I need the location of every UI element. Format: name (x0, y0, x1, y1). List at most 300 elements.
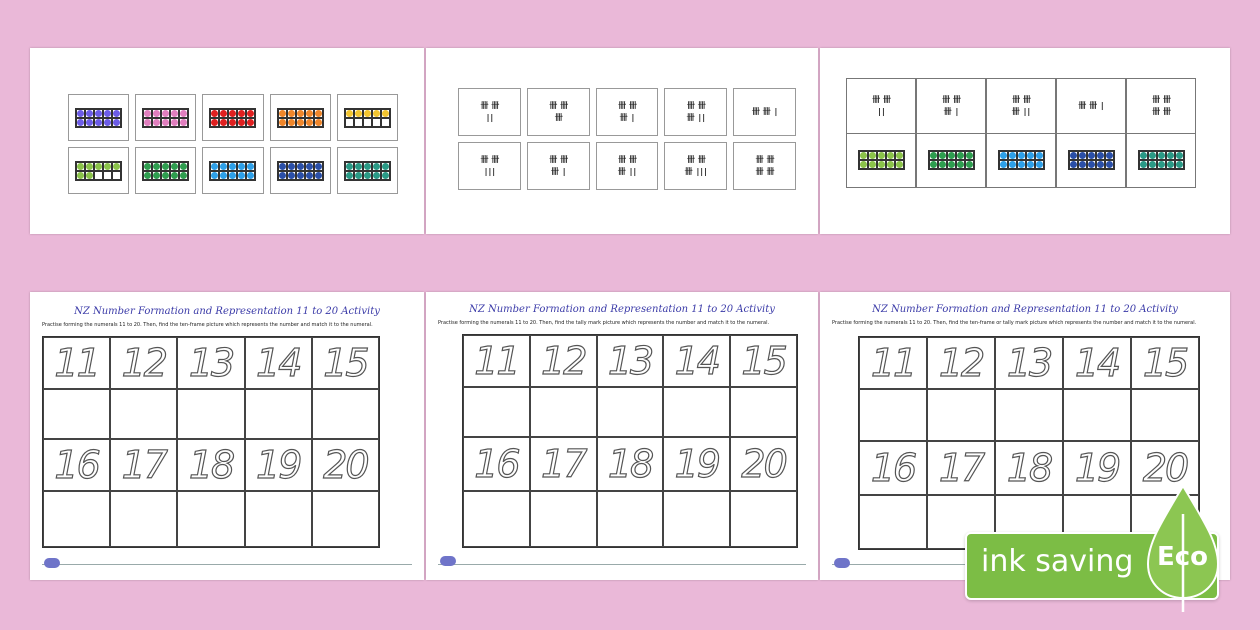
numeral-trace-box (463, 335, 530, 387)
match-answer-box[interactable] (177, 491, 244, 547)
counter-dot (153, 172, 160, 179)
ten-frame-cell (143, 171, 152, 180)
twinkl-logo (834, 558, 850, 568)
counter-dot (382, 110, 389, 117)
ten-frame-cell (1035, 151, 1044, 160)
ten-frame-cell (1087, 151, 1096, 160)
ten-frame-cell (246, 118, 255, 127)
counter-dot (77, 163, 84, 170)
eco-label: Eco (1157, 542, 1209, 572)
numeral-trace-box (312, 439, 379, 491)
match-answer-box[interactable] (1063, 389, 1131, 441)
ten-frame-cell (314, 171, 323, 180)
tally-marks (480, 100, 498, 124)
trace-numeral: 17 (121, 443, 166, 487)
counter-dot (869, 161, 876, 168)
tally-line: 卌 (554, 113, 562, 122)
worksheet-page-2 (426, 292, 818, 580)
match-answer-box[interactable] (312, 389, 379, 439)
numeral-trace-box (859, 337, 927, 389)
ten-frame-cell (859, 160, 868, 169)
counter-dot (1000, 161, 1007, 168)
ten-frame-grid (858, 150, 905, 170)
counter-dot (288, 163, 295, 170)
matched-card[interactable] (1056, 78, 1126, 188)
ten-frame-cell (237, 109, 246, 118)
numeral-trace-box (530, 335, 597, 387)
tally-line: 卌 卌 (872, 94, 890, 104)
trace-numeral: 17 (938, 446, 984, 490)
counter-dot (220, 172, 227, 179)
counter-dot (355, 110, 362, 117)
ten-frame-cell (112, 171, 121, 180)
trace-numeral: 11 (870, 341, 916, 385)
counter-dot (1106, 152, 1113, 159)
numeral-tracing-grid (42, 336, 380, 548)
numeral-trace-box (245, 337, 312, 389)
ten-frame-cell (143, 109, 152, 118)
match-answer-box[interactable] (463, 387, 530, 437)
counter-dot (95, 110, 102, 117)
ten-frame-cell (1157, 151, 1166, 160)
ten-frame-cell (103, 162, 112, 171)
numeral-tracing-grid (462, 334, 798, 548)
ten-frame-cell (372, 118, 381, 127)
ten-frame-cell (1139, 160, 1148, 169)
ten-frame-card[interactable] (337, 94, 398, 141)
ten-frame-cards-sheet (30, 48, 424, 234)
counter-dot (144, 163, 151, 170)
tally-half (1127, 79, 1195, 134)
numeral-trace-box (663, 437, 730, 491)
tally-card[interactable] (733, 142, 796, 190)
tally-card[interactable] (527, 88, 590, 136)
match-answer-box[interactable] (730, 491, 797, 547)
matched-card[interactable] (986, 78, 1056, 188)
match-answer-box[interactable] (245, 491, 312, 547)
tally-card[interactable] (733, 88, 796, 136)
trace-numeral: 16 (54, 443, 99, 487)
ten-frame-cell (999, 151, 1008, 160)
trace-numeral: 20 (323, 443, 368, 487)
counter-dot (238, 163, 245, 170)
match-answer-box[interactable] (463, 491, 530, 547)
counter-dot (238, 172, 245, 179)
matched-card[interactable] (846, 78, 916, 188)
ten-frame-cell (1026, 151, 1035, 160)
match-answer-box[interactable] (859, 389, 927, 441)
counter-dot (373, 172, 380, 179)
ten-frame-cell (228, 171, 237, 180)
tally-line: 卌 卌 (549, 101, 568, 110)
counter-dot (948, 152, 955, 159)
counter-dot (113, 119, 120, 126)
tally-line: 卌 || (1011, 106, 1031, 116)
tally-marks (872, 94, 890, 118)
trace-numeral: 13 (1006, 341, 1052, 385)
tally-line: 卌 ||| (684, 167, 707, 176)
ten-frame-cell (1148, 160, 1157, 169)
ten-frame-cell (1035, 160, 1044, 169)
ten-frame-card[interactable] (68, 147, 129, 194)
numeral-trace-box (312, 337, 379, 389)
tally-line: 卌 卌 (618, 101, 636, 110)
counter-dot (1176, 152, 1183, 159)
match-answer-box[interactable] (995, 389, 1063, 441)
ten-frame-cell (868, 160, 877, 169)
counter-dot (306, 119, 313, 126)
numeral-trace-box (730, 437, 797, 491)
ten-frame-cell (345, 109, 354, 118)
ten-frame-cell (170, 162, 179, 171)
ten-frame-cell (1008, 151, 1017, 160)
tally-card[interactable] (527, 142, 590, 190)
ten-frame-cell (94, 171, 103, 180)
ten-frame-grid (344, 108, 391, 128)
ten-frame-cell (94, 109, 103, 118)
counter-dot (1158, 161, 1165, 168)
trace-numeral: 15 (741, 339, 786, 383)
counter-dot (279, 110, 286, 117)
counter-dot (288, 172, 295, 179)
tally-card[interactable] (664, 142, 727, 190)
ten-frame-cell (170, 171, 179, 180)
ten-frame-cell (112, 109, 121, 118)
ten-frame-cell (877, 151, 886, 160)
ten-frame-cell (296, 109, 305, 118)
counter-dot (153, 163, 160, 170)
ten-frame-cell (381, 118, 390, 127)
ten-frame-cell (237, 118, 246, 127)
ten-frame-card[interactable] (270, 94, 331, 141)
tally-card[interactable] (458, 142, 521, 190)
tally-half (987, 79, 1055, 134)
ten-frame-cell (170, 109, 179, 118)
counter-dot (220, 119, 227, 126)
ten-frame-card-grid (68, 94, 398, 194)
ten-frame-cell (305, 171, 314, 180)
ten-frame-cell (85, 171, 94, 180)
counter-dot (279, 119, 286, 126)
ten-frame-cell (1008, 160, 1017, 169)
matched-card[interactable] (916, 78, 986, 188)
ten-frame-cell (179, 109, 188, 118)
match-answer-box[interactable] (43, 389, 110, 439)
counter-dot (364, 172, 371, 179)
counter-dot (1027, 161, 1034, 168)
tally-line: 卌 | (943, 106, 959, 116)
counter-dot (180, 172, 187, 179)
tally-card[interactable] (458, 88, 521, 136)
combined-cards-sheet (820, 48, 1230, 234)
match-answer-box[interactable] (927, 389, 995, 441)
ten-frame-cell (1069, 160, 1078, 169)
match-answer-box[interactable] (110, 389, 177, 439)
counter-dot (1097, 161, 1104, 168)
tally-line: 卌 卌 | (1078, 100, 1104, 110)
counter-dot (1097, 152, 1104, 159)
worksheet-instructions: Practise forming the numerals 11 to 20. Then, find the ten-frame or tally mark picture which represents the number and match it to the numeral. (832, 320, 1197, 326)
numeral-trace-box (927, 441, 995, 495)
ten-frame-cell (363, 171, 372, 180)
ten-frame-cell (161, 109, 170, 118)
tally-marks (685, 154, 707, 178)
ten-frame-cell (372, 162, 381, 171)
tally-card[interactable] (596, 142, 659, 190)
ten-frame-cell (938, 160, 947, 169)
counter-dot (104, 163, 111, 170)
counter-dot (297, 110, 304, 117)
counter-dot (957, 152, 964, 159)
counter-dot (153, 119, 160, 126)
ten-frame-cell (877, 160, 886, 169)
combined-card-grid (846, 78, 1196, 188)
counter-dot (77, 119, 84, 126)
counter-dot (104, 119, 111, 126)
matched-card[interactable] (1126, 78, 1196, 188)
counter-dot (1000, 152, 1007, 159)
tally-card[interactable] (596, 88, 659, 136)
counter-dot (315, 119, 322, 126)
counter-dot (896, 152, 903, 159)
ten-frame-cell (372, 171, 381, 180)
tally-line: 卌 卌 (480, 101, 499, 110)
match-answer-box[interactable] (859, 495, 927, 549)
ten-frame-cell (237, 171, 246, 180)
tally-marks (1078, 100, 1103, 112)
numeral-trace-box (177, 337, 244, 389)
counter-dot (346, 172, 353, 179)
ten-frame-cell (85, 118, 94, 127)
tally-card-grid (458, 88, 796, 190)
counter-dot (1149, 152, 1156, 159)
tally-marks (618, 154, 636, 178)
counter-dot (162, 163, 169, 170)
counter-dot (77, 172, 84, 179)
tally-marks (942, 94, 960, 118)
counter-dot (104, 110, 111, 117)
ten-frame-cell (161, 171, 170, 180)
match-answer-box[interactable] (43, 491, 110, 547)
ten-frame-cell (296, 162, 305, 171)
counter-dot (355, 163, 362, 170)
match-answer-box[interactable] (663, 491, 730, 547)
ten-frame-cell (363, 109, 372, 118)
worksheet-instructions: Practise forming the numerals 11 to 20. Then, find the ten-frame picture which represents the number and match it to the numeral. (42, 322, 373, 328)
counter-dot (144, 172, 151, 179)
ten-frame-cell (287, 118, 296, 127)
counter-dot (86, 172, 93, 179)
match-answer-box[interactable] (1131, 389, 1199, 441)
counter-dot (1070, 152, 1077, 159)
counter-dot (373, 110, 380, 117)
counter-dot (1140, 161, 1147, 168)
tally-card[interactable] (664, 88, 727, 136)
ten-frame-cell (246, 162, 255, 171)
trace-numeral: 19 (674, 442, 719, 486)
counter-dot (171, 172, 178, 179)
tally-marks (549, 100, 567, 124)
ten-frame-cell (246, 171, 255, 180)
ten-frame-cell (278, 171, 287, 180)
counter-dot (1088, 161, 1095, 168)
counter-dot (229, 110, 236, 117)
counter-dot (1176, 161, 1183, 168)
match-answer-box[interactable] (312, 491, 379, 547)
tally-line: 卌 卌 | (751, 107, 778, 116)
trace-numeral: 11 (54, 341, 99, 385)
ten-frame-card[interactable] (135, 147, 196, 194)
counter-dot (247, 110, 254, 117)
ten-frame-cell (179, 171, 188, 180)
numeral-trace-box (1063, 337, 1131, 389)
ten-frame-cell (886, 151, 895, 160)
counter-dot (229, 172, 236, 179)
numeral-trace-box (597, 437, 664, 491)
match-answer-box[interactable] (530, 387, 597, 437)
counter-dot (1009, 161, 1016, 168)
ten-frame-cell (143, 162, 152, 171)
counter-dot (180, 119, 187, 126)
numeral-trace-box (597, 335, 664, 387)
trace-numeral: 12 (121, 341, 166, 385)
ten-frame-half (1127, 134, 1195, 188)
counter-dot (1036, 152, 1043, 159)
counter-dot (95, 119, 102, 126)
counter-dot (238, 110, 245, 117)
ten-frame-cell (161, 118, 170, 127)
counter-dot (939, 152, 946, 159)
counter-dot (1140, 152, 1147, 159)
counter-dot (948, 161, 955, 168)
counter-dot (1070, 161, 1077, 168)
ten-frame-cell (305, 109, 314, 118)
tally-marks (480, 154, 498, 178)
match-answer-box[interactable] (597, 387, 664, 437)
counter-dot (355, 172, 362, 179)
counter-dot (930, 152, 937, 159)
tally-line: 卌 || (617, 167, 637, 176)
trace-numeral: 16 (870, 446, 916, 490)
ten-frame-cell (965, 151, 974, 160)
counter-dot (346, 110, 353, 117)
worksheet-title: NZ Number Formation and Representation 11 to 20 Activity (74, 306, 380, 317)
match-answer-box[interactable] (245, 389, 312, 439)
counter-dot (229, 163, 236, 170)
ten-frame-grid (142, 161, 189, 181)
numeral-trace-box (463, 437, 530, 491)
tally-marks (1152, 94, 1170, 118)
ten-frame-cell (85, 162, 94, 171)
counter-dot (180, 163, 187, 170)
ten-frame-half (987, 134, 1055, 188)
counter-dot (229, 119, 236, 126)
tally-line: 卌 卌 (686, 155, 705, 164)
counter-dot (887, 152, 894, 159)
ten-frame-cell (103, 109, 112, 118)
ten-frame-cell (354, 109, 363, 118)
counter-dot (306, 172, 313, 179)
footer-rule (42, 564, 412, 565)
tally-marks (549, 154, 567, 178)
match-answer-box[interactable] (597, 491, 664, 547)
ten-frame-cell (210, 109, 219, 118)
ten-frame-cell (1096, 160, 1105, 169)
counter-dot (297, 119, 304, 126)
ten-frame-card[interactable] (270, 147, 331, 194)
ten-frame-cell (76, 118, 85, 127)
ten-frame-cell (219, 171, 228, 180)
twinkl-logo (440, 556, 456, 566)
counter-dot (315, 172, 322, 179)
numeral-trace-box (43, 439, 110, 491)
ten-frame-grid (209, 108, 256, 128)
ten-frame-cell (94, 118, 103, 127)
counter-dot (113, 110, 120, 117)
ten-frame-cell (363, 162, 372, 171)
ten-frame-half (847, 134, 915, 188)
match-answer-box[interactable] (530, 491, 597, 547)
tally-marks (618, 100, 636, 124)
counter-dot (144, 110, 151, 117)
counter-dot (966, 161, 973, 168)
ten-frame-cell (278, 162, 287, 171)
tally-half (917, 79, 985, 134)
ten-frame-cell (94, 162, 103, 171)
ten-frame-cell (228, 162, 237, 171)
ten-frame-cell (1026, 160, 1035, 169)
counter-dot (1088, 152, 1095, 159)
ten-frame-cell (152, 109, 161, 118)
trace-numeral: 13 (607, 339, 653, 383)
ten-frame-cell (363, 118, 372, 127)
counter-dot (869, 152, 876, 159)
ten-frame-cell (143, 118, 152, 127)
match-answer-box[interactable] (177, 389, 244, 439)
tally-line: 卌 卌 (755, 167, 774, 176)
counter-dot (144, 119, 151, 126)
counter-dot (957, 161, 964, 168)
counter-dot (373, 163, 380, 170)
match-answer-box[interactable] (110, 491, 177, 547)
counter-dot (297, 163, 304, 170)
ten-frame-cell (1166, 151, 1175, 160)
counter-dot (113, 163, 120, 170)
ten-frame-card[interactable] (135, 94, 196, 141)
numeral-trace-box (1131, 337, 1199, 389)
numeral-trace-box (530, 437, 597, 491)
match-answer-box[interactable] (730, 387, 797, 437)
ten-frame-cell (112, 118, 121, 127)
ten-frame-cell (219, 118, 228, 127)
ten-frame-card[interactable] (337, 147, 398, 194)
trace-numeral: 18 (1006, 446, 1052, 490)
ten-frame-cell (1096, 151, 1105, 160)
counter-dot (220, 110, 227, 117)
counter-dot (896, 161, 903, 168)
ten-frame-card[interactable] (68, 94, 129, 141)
ten-frame-cell (929, 160, 938, 169)
ten-frame-card[interactable] (202, 147, 263, 194)
ten-frame-card[interactable] (202, 94, 263, 141)
numeral-trace-box (730, 335, 797, 387)
match-answer-box[interactable] (663, 387, 730, 437)
ten-frame-cell (161, 162, 170, 171)
ten-frame-cell (314, 109, 323, 118)
counter-dot (1009, 152, 1016, 159)
trace-numeral: 20 (741, 442, 786, 486)
counter-dot (247, 163, 254, 170)
